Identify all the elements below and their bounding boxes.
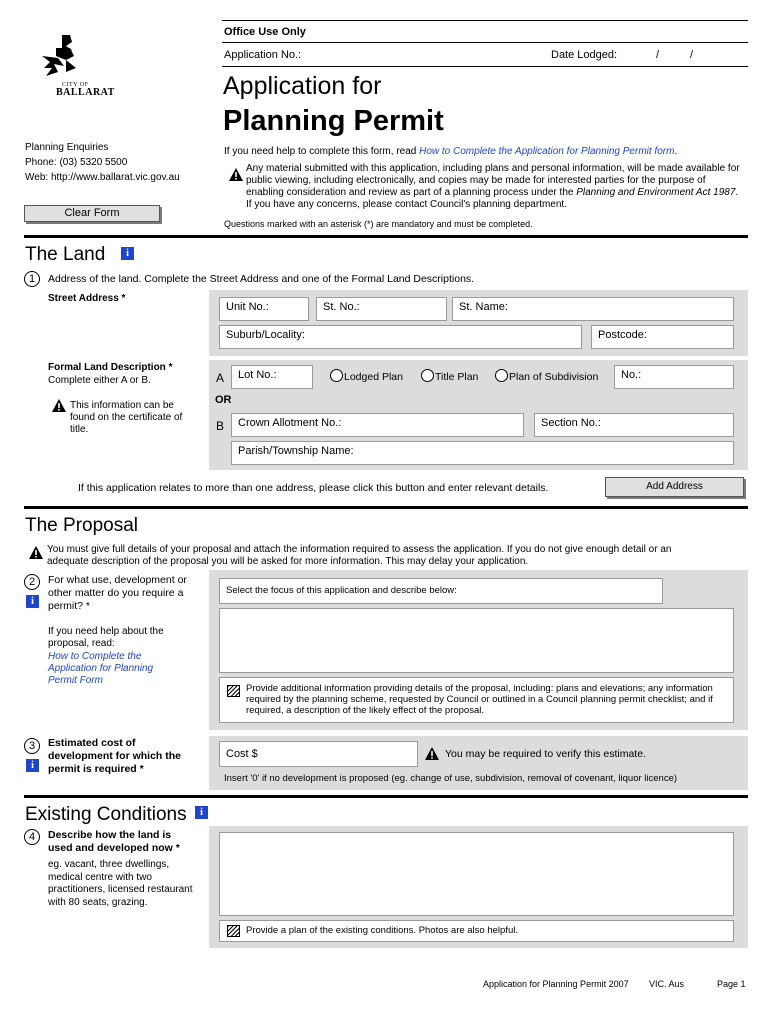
lot-no-field[interactable]: Lot No.: xyxy=(231,365,313,389)
proposal-info-text: Provide additional information providing details of the proposal, including: plans and elevations; any information required by the planning scheme, requested by Council or outlined in a Council planning permit checklist; and if required, a description of the likely effect of the proposal. xyxy=(246,683,713,716)
help-intro xyxy=(224,146,677,157)
logo-city-of: CITY OF xyxy=(62,82,89,88)
notice-text-end: . If you have any concerns, please contact Council's planning department. xyxy=(246,187,739,210)
web-text: Web: http://www.ballarat.vic.gov.au xyxy=(25,172,180,183)
plan-no-field[interactable]: No.: xyxy=(614,365,734,389)
help-text: If you need help to complete this form, read xyxy=(224,146,417,157)
cost-field[interactable]: Cost $ xyxy=(219,741,418,767)
add-address-button[interactable]: Add Address xyxy=(605,477,744,497)
footer-state: VIC. Aus xyxy=(649,979,685,989)
act-name: Planning and Environment Act 1987 xyxy=(576,187,736,198)
existing-example: eg. vacant, three dwellings, medical centre with two practitioners, licensed restaurant with 80 seats, grazing. xyxy=(48,859,193,908)
street-address-label: Street Address * xyxy=(48,293,126,304)
radio-label: Title Plan xyxy=(435,371,479,383)
pencil-icon xyxy=(227,925,240,937)
existing-description-textarea[interactable] xyxy=(219,832,734,916)
radio-lodged-plan[interactable] xyxy=(330,369,403,383)
radio-plan-subdivision[interactable] xyxy=(495,369,598,383)
or-label: OR xyxy=(215,394,232,406)
radio-label: Lodged Plan xyxy=(344,371,403,383)
unit-no-field[interactable]: Unit No.: xyxy=(219,297,309,321)
proposal-help-intro: If you need help about the proposal, read: xyxy=(48,626,164,649)
insert-zero-note: Insert '0' if no development is proposed (eg. change of use, subdivision, removal of covenant, liquor licence) xyxy=(224,773,678,784)
existing-plan-note: Provide a plan of the existing conditions. Photos are also helpful. xyxy=(246,925,518,936)
option-a-label: A xyxy=(216,371,225,385)
radio-button[interactable] xyxy=(421,369,434,382)
proposal-focus-select[interactable]: Select the focus of this application and describe below: xyxy=(219,578,663,604)
page-title: Planning Permit xyxy=(223,105,444,137)
proposal-help-link[interactable]: How to Complete the Application for Planning Permit Form xyxy=(48,651,154,686)
street-no-field[interactable]: St. No.: xyxy=(316,297,447,321)
section-no-field[interactable]: Section No.: xyxy=(534,413,734,437)
notice-text: Any material submitted with this application, including plans and personal information, will be made available for public viewing, including electronically, and copies may be made for interested parties for the purpose of enabling consideration and review as part of a planning process under the xyxy=(246,163,740,198)
phone-text: Phone: (03) 5320 5500 xyxy=(25,157,128,168)
section-title-proposal: The Proposal xyxy=(25,515,139,536)
help-text-end: . xyxy=(674,146,678,157)
q2-text: For what use, development or other matter do you require a permit? * xyxy=(48,574,187,612)
pencil-icon xyxy=(227,685,240,697)
footer-form-name: Application for Planning Permit 2007 xyxy=(483,979,629,989)
proposal-description-textarea[interactable] xyxy=(219,608,734,673)
logo-ballarat: BALLARAT xyxy=(56,87,115,98)
public-viewing-notice xyxy=(246,163,746,211)
section-title-existing: Existing Conditions xyxy=(25,804,187,825)
info-icon[interactable]: i xyxy=(26,595,39,608)
section-title-land: The Land xyxy=(25,244,106,265)
question-number: 3 xyxy=(24,738,40,754)
q4-text: Describe how the land is used and developed now * xyxy=(48,829,180,854)
info-icon[interactable]: i xyxy=(195,806,208,819)
mandatory-note: Questions marked with an asterisk (*) are mandatory and must be completed. xyxy=(224,219,533,229)
multiple-address-note: If this application relates to more than one address, please click this button and enter relevant details. xyxy=(78,482,549,494)
title-certificate-note: This information can be found on the certificate of title. xyxy=(70,400,183,435)
info-icon[interactable]: i xyxy=(121,247,134,260)
question-number: 1 xyxy=(24,271,40,287)
suburb-field[interactable]: Suburb/Locality: xyxy=(219,325,582,349)
radio-button[interactable] xyxy=(330,369,343,382)
formal-land-label: Formal Land Description * xyxy=(48,362,173,373)
warning-icon xyxy=(229,168,243,181)
street-name-field[interactable]: St. Name: xyxy=(452,297,734,321)
date-separator: / xyxy=(690,49,694,61)
clear-form-button[interactable]: Clear Form xyxy=(24,205,160,222)
office-use-title: Office Use Only xyxy=(224,26,306,38)
verify-estimate-note: You may be required to verify this estimate. xyxy=(445,748,646,760)
formal-land-sub: Complete either A or B. xyxy=(48,375,151,386)
q1-text: Address of the land. Complete the Street Address and one of the Formal Land Descriptions. xyxy=(48,273,475,285)
q3-text: Estimated cost of development for which the permit is required * xyxy=(48,737,182,775)
proposal-warning: You must give full details of your proposal and attach the information required to assess the application. If you do not give enough detail or an adequate description of the proposal you will be asked for more information. This may delay your application. xyxy=(47,544,672,567)
date-separator: / xyxy=(656,49,660,61)
title-line1: Application for xyxy=(223,72,382,100)
planning-enquiries-label: Planning Enquiries xyxy=(25,142,109,153)
question-number: 2 xyxy=(24,574,40,590)
warning-icon xyxy=(29,546,43,559)
radio-label: Plan of Subdivision xyxy=(509,371,599,383)
parish-field[interactable]: Parish/Township Name: xyxy=(231,441,734,465)
help-form-link[interactable]: How to Complete the Application for Planning Permit form xyxy=(419,146,675,157)
info-icon[interactable]: i xyxy=(26,759,39,772)
question-number: 4 xyxy=(24,829,40,845)
warning-icon xyxy=(425,747,439,760)
footer-page: Page 1 xyxy=(717,979,746,989)
crown-allotment-field[interactable]: Crown Allotment No.: xyxy=(231,413,524,437)
date-lodged-label: Date Lodged: xyxy=(551,49,618,61)
application-no-label: Application No.: xyxy=(224,49,302,61)
postcode-field[interactable]: Postcode: xyxy=(591,325,734,349)
warning-icon xyxy=(52,399,66,412)
option-b-label: B xyxy=(216,419,225,433)
radio-title-plan[interactable] xyxy=(421,369,478,383)
radio-button[interactable] xyxy=(495,369,508,382)
